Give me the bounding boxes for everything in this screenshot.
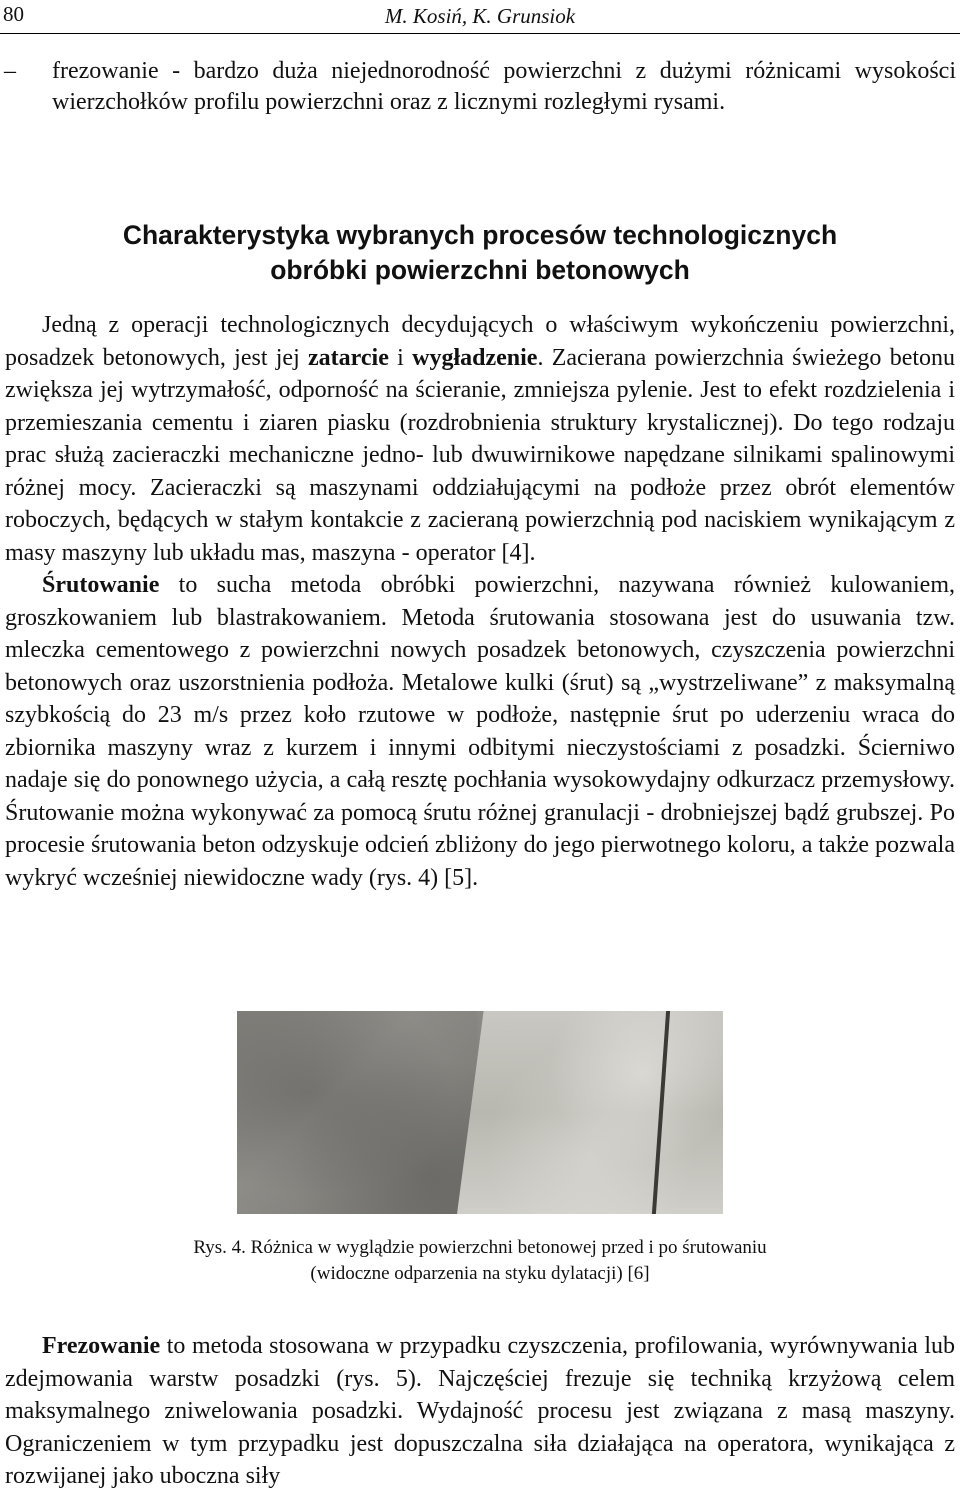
figure-concrete-photo: [237, 1011, 723, 1214]
term-wygladzenie: wygładzenie: [412, 344, 538, 371]
page-number: 80: [3, 2, 24, 26]
paragraph-intro: Jedną z operacji technologicznych decydujących o właściwym wykończeniu powierzchni, posadzek betonowych, jest jej: [5, 312, 955, 371]
paragraph-zatarcie-body: . Zacierana powierzchnia świeżego betonu zwiększa jej wytrzymałość, odporność na ścieranie, zmniejsza pylenie. Jest to efekt rozdzielenia i przemieszania cementu i ziaren piasku (rozdrobnienia struktury krystalicznej). Do tego rodzaju prac służą zacieraczki mechaniczne jedno- lub dwuwirnikowe napędzane silnikami spalinowymi różnej mocy. Zacieraczki są maszynami oddziałującymi na podłoże przez obrót elementów roboczych, będących w stałym kontakcie z zacieraną powierzchnią pod naciskiem wynikającym z masy maszyny lub układu mas, maszyna - operator [4].: [5, 344, 956, 566]
paragraph-frezowanie: [5, 1330, 955, 1493]
photo-untreated-surface: [237, 1011, 477, 1214]
figure-caption: [0, 1235, 960, 1287]
bullet-dash: –: [4, 58, 16, 84]
section-title-line-2: obróbki powierzchni betonowych: [270, 255, 690, 285]
term-frezowanie: Frezowanie: [42, 1333, 161, 1359]
term-srutowanie: Śrutowanie: [42, 572, 160, 598]
caption-line-1: Rys. 4. Różnica w wyglądzie powierzchni betonowej przed i po śrutowaniu: [193, 1237, 767, 1258]
page-header: [0, 0, 960, 34]
paragraph-srutowanie-body: to sucha metoda obróbki powierzchni, nazywana również kulowaniem, groszkowaniem lub blastrakowaniem. Metoda śrutowania stosowana jest do usuwania tzw. mleczka cementowego z powierzchni nowych posadzek betonowych, czyszczenia powierzchni betonowych oraz uszorstnienia podłoża. Metalowe kulki (śrut) są „wystrzeliwane” z maksymalną szybkością do 23 m/s przez koło rzutowe w podłoże, następnie śrut po uderzeniu wraca do zbiornika maszyny wraz z kurzem i innymi odbitymi nieczystościami z posadzki. Ścierniwo nadaje się do ponownego użycia, a całą resztę pochłania wysokowydajny odkurzacz przemysłowy. Śrutowanie można wykonywać za pomocą śrutu różnej granulacji - drobniejszej bądź grubszej. Po procesie śrutowania beton odzyskuje odcień zbliżony do jego pierwotnego koloru, a także pozwala wykryć wcześniej niewidoczne wady (rys. 4) [5].: [5, 572, 955, 891]
paragraph-connector: i: [388, 344, 413, 371]
caption-line-2: (widoczne odparzenia na styku dylatacji) [6]: [310, 1263, 650, 1284]
photo-shot-blasted-surface: [457, 1011, 723, 1214]
paragraph-frezowanie-body: to metoda stosowana w przypadku czyszczenia, profilowania, wyrównywania lub zdejmowania warstw posadzki (rys. 5). Najczęściej frezuje się techniką krzyżową celem maksymalnego zniwelowania posadzki. Wydajność procesu jest związana z masą maszyny. Ograniczeniem w tym przypadku jest dopuszczalna siła działająca na operatora, wynikająca z rozwijanej jako uboczna siły: [5, 1333, 955, 1489]
bullet-text: frezowanie - bardzo duża niejednorodność powierzchni z dużymi różnicami wysokości wierzchołków profilu powierzchni oraz z licznymi rozległymi rysami.: [52, 58, 956, 115]
running-head: M. Kosiń, K. Grunsiok: [384, 4, 576, 28]
term-zatarcie: zatarcie: [308, 344, 389, 371]
section-title-line-1: Charakterystyka wybranych procesów technologicznych: [122, 220, 838, 250]
paragraph-zatarcie-srutowanie: [5, 309, 955, 894]
section-title: [0, 218, 960, 288]
